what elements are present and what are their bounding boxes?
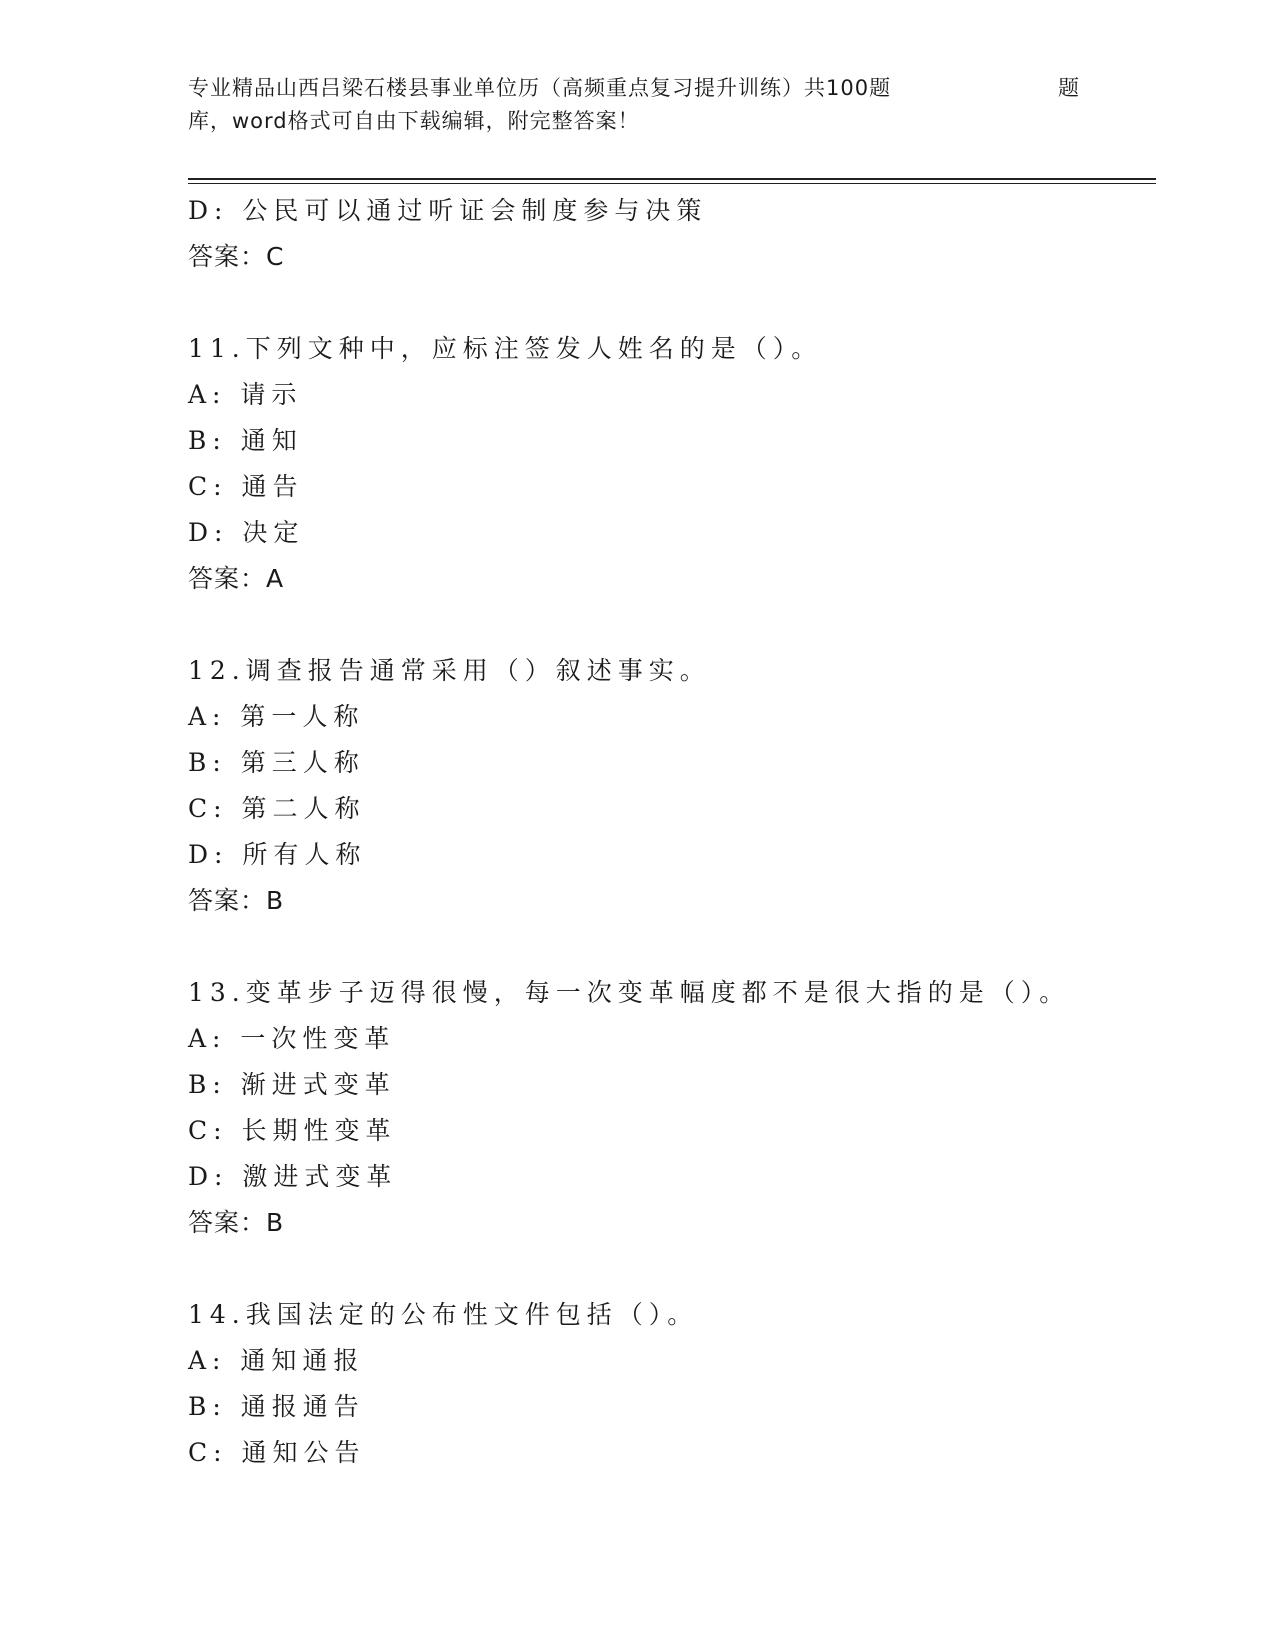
question-11 xyxy=(188,326,1156,602)
option-a: A: 请示 xyxy=(188,380,303,409)
option-d: D: 所有人称 xyxy=(188,840,367,869)
option-b: B: 通知 xyxy=(188,426,303,455)
option-d: D: 决定 xyxy=(188,518,305,547)
answer-line: 答案：B xyxy=(188,886,285,915)
document-header xyxy=(188,72,1088,138)
option-d: D: 公民可以通过听证会制度参与决策 xyxy=(188,196,708,225)
header-title-line2: 库，word格式可自由下载编辑，附完整答案！ xyxy=(188,109,640,133)
spacer xyxy=(188,924,1156,970)
previous-question-tail xyxy=(188,188,1156,280)
question-12 xyxy=(188,648,1156,924)
option-a: A: 通知通报 xyxy=(188,1346,365,1375)
option-a: A: 第一人称 xyxy=(188,702,365,731)
header-title-line1-tail: 题 xyxy=(1058,76,1080,100)
question-list xyxy=(188,188,1156,1476)
header-divider-thick xyxy=(188,178,1156,180)
header-divider-thin xyxy=(188,183,1156,184)
spacer xyxy=(188,1246,1156,1292)
option-b: B: 第三人称 xyxy=(188,748,365,777)
answer-line: 答案：A xyxy=(188,564,285,593)
question-13 xyxy=(188,970,1156,1246)
answer-line: 答案：C xyxy=(188,242,285,271)
question-text: 11.下列文种中，应标注签发人姓名的是（）。 xyxy=(188,334,823,363)
option-c: C: 通告 xyxy=(188,472,304,501)
question-text: 13.变革步子迈得很慢，每一次变革幅度都不是很大指的是（）。 xyxy=(188,978,1071,1007)
header-title-line1: 专业精品山西吕梁石楼县事业单位历（高频重点复习提升训练）共100题 xyxy=(188,76,892,100)
option-a: A: 一次性变革 xyxy=(188,1024,396,1053)
question-14 xyxy=(188,1292,1156,1476)
spacer xyxy=(188,280,1156,326)
option-b: B: 渐进式变革 xyxy=(188,1070,396,1099)
question-text: 12.调查报告通常采用（）叙述事实。 xyxy=(188,656,711,685)
option-d: D: 激进式变革 xyxy=(188,1162,398,1191)
option-c: C: 通知公告 xyxy=(188,1438,366,1467)
option-c: C: 长期性变革 xyxy=(188,1116,397,1145)
question-text: 14.我国法定的公布性文件包括（）。 xyxy=(188,1300,699,1329)
answer-line: 答案：B xyxy=(188,1208,285,1237)
option-c: C: 第二人称 xyxy=(188,794,366,823)
spacer xyxy=(188,602,1156,648)
option-b: B: 通报通告 xyxy=(188,1392,365,1421)
